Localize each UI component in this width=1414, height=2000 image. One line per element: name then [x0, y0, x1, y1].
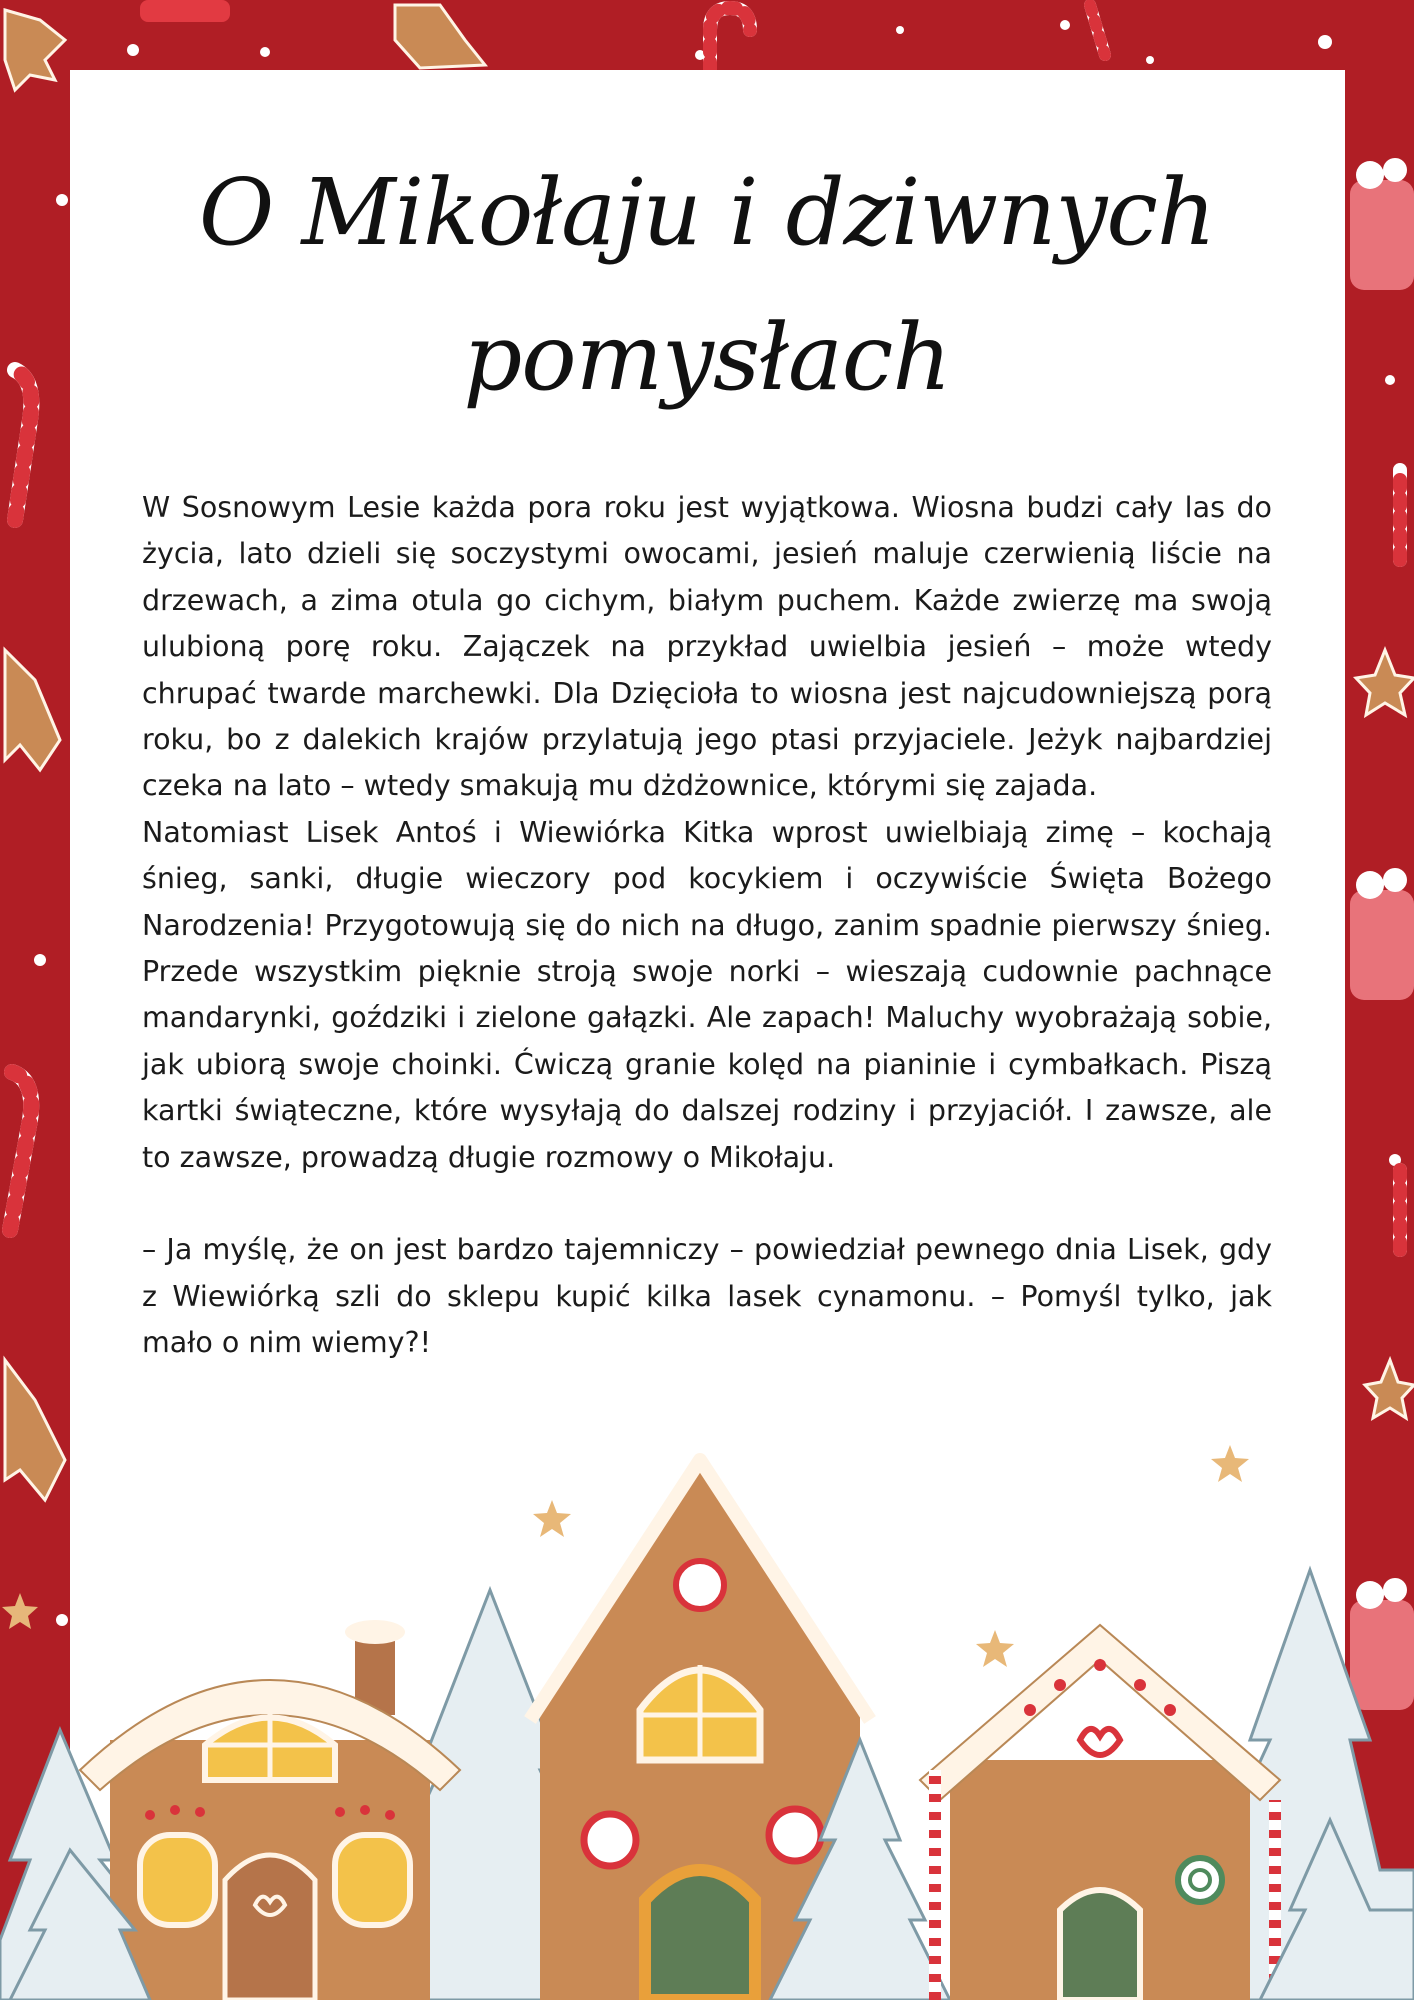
gingerbread-man-icon [395, 5, 485, 68]
candy-cane-icon [1090, 5, 1105, 55]
candy-cane-icon [710, 8, 750, 70]
story-paragraph: Natomiast Lisek Antoś i Wiewiórka Kitka wprost uwielbiają zimę – kochają śnieg, sanki, długie wieczory pod kocykiem i oczywiście Święta Bożego Narodzenia! Przygotowują się do nich na długo, zanim spadnie pierwszy śnieg. Przede wszystkim pięknie stroją swoje norki – wieszają cudownie pachnące mandarynki, goździki i zielone gałązki. Ale zapach! Maluchy wyobrażają sobie, jak ubiorą swoje choinki. Ćwiczą granie kolęd na pianinie i cymbałkach. Piszą kartki świąteczne, które wysyłają do dalszej rodziny i przyjaciół. I zawsze, ale to zawsze, prowadzą długie rozmowy o Mikołaju. [142, 815, 1272, 1174]
story-paragraph: W Sosnowym Lesie każda pora roku jest wyjątkowa. Wiosna budzi cały las do życia, lato dzieli się soczystymi owocami, jesień maluje czerwienią liście na drzewach, a zima otula go cichym, białym puchem. Każde zwierzę ma swoją ulubioną porę roku. Zajączek na przykład uwielbia jesień – może wtedy chrupać twarde marchewki. Dla Dzięcioła to wiosna jest najcudowniejszą porą roku, bo z dalekich krajów przylatują jego ptasi przyjaciele. Jeżyk najbardziej czeka na lato – wtedy smakują mu dżdżownice, którymi się zajada. [142, 491, 1272, 803]
title-line-1: O Mikołaju i dziwnych [198, 159, 1216, 266]
star-icon [1356, 650, 1414, 715]
story-paragraph: – Ja myślę, że on jest bardzo tajemniczy – powiedział pewnego dnia Lisek, gdy z Wiewiórką szli do sklepu kupić kilka lasek cynamonu. – Pomyśl tylko, jak mało o nim wiemy?! [142, 1233, 1272, 1359]
gingerbread-village-illustration [0, 1440, 1414, 2000]
gingerbread-house-icon [80, 1620, 460, 2000]
mug-icon [140, 0, 230, 22]
page-title [0, 140, 1414, 430]
cocoa-mug-icon [1350, 868, 1414, 1000]
candy-cane-icon [10, 1072, 31, 1230]
gingerbread-man-icon [5, 650, 60, 770]
story-text [142, 485, 1272, 1366]
gingerbread-house-icon [920, 1625, 1280, 2000]
title-line-2: pomysłach [463, 304, 951, 411]
star-icon [1365, 1360, 1414, 1418]
gingerbread-man-icon [5, 10, 65, 90]
